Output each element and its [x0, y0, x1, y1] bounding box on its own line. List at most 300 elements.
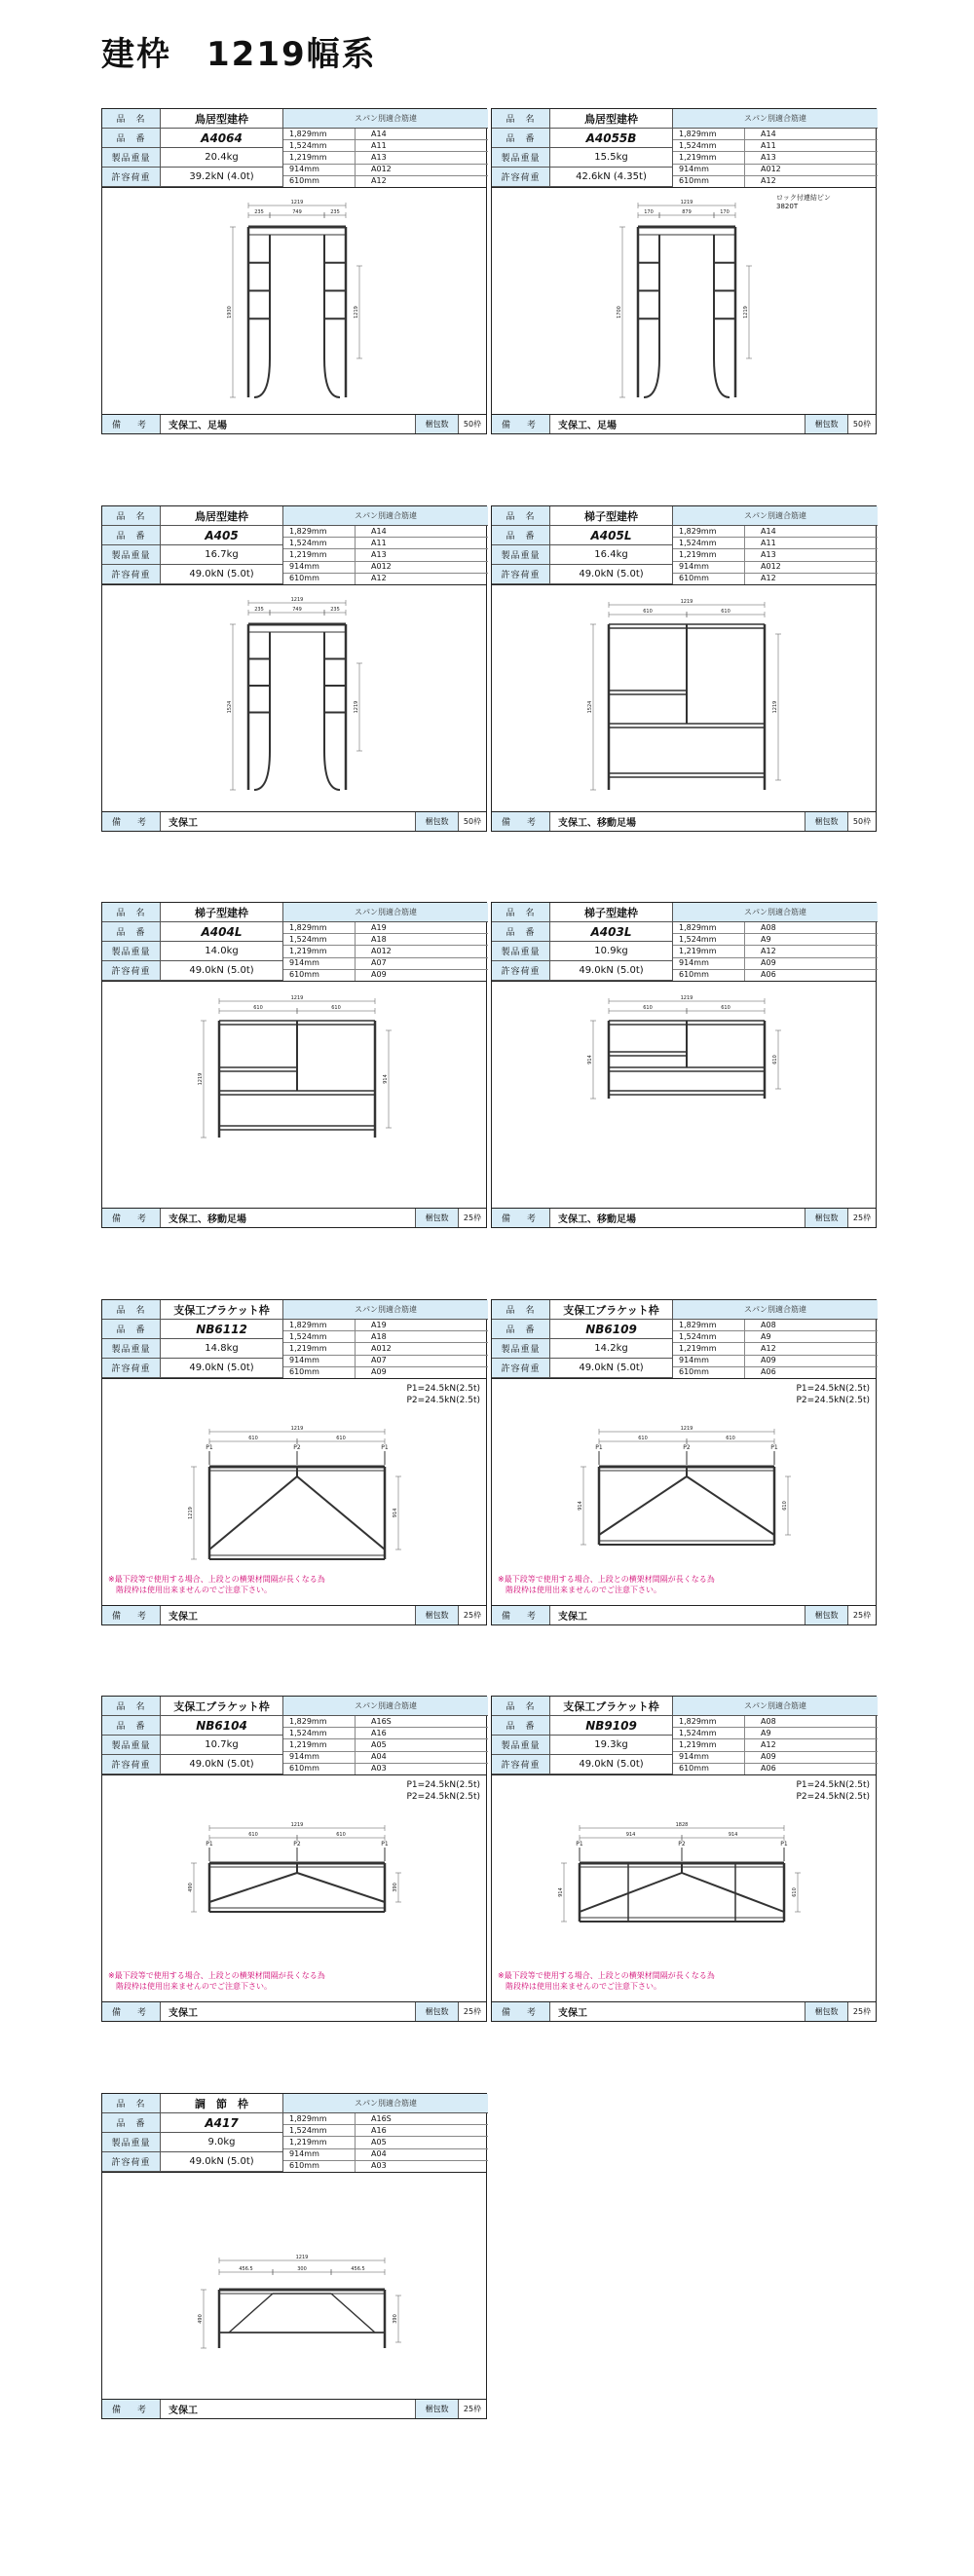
dimension-label: 1219: [290, 200, 304, 205]
brace-code: A012: [371, 1344, 392, 1353]
span-row: [673, 934, 878, 946]
allowable-load: 49.0kN (5.0t): [550, 961, 673, 981]
label-remark: 備 考: [102, 812, 161, 831]
dimension-label: 610: [643, 609, 653, 615]
brace-code: A03: [371, 1764, 387, 1773]
product-code: A405L: [550, 526, 673, 545]
label-remark: 備 考: [492, 2002, 550, 2021]
span-row: [283, 1716, 488, 1728]
brace-code: A012: [761, 562, 781, 572]
load-point-label: P2: [293, 1444, 301, 1451]
label-bundle: 梱包数: [805, 415, 848, 433]
product-card-a417: [101, 2093, 487, 2419]
span-row: [283, 2161, 488, 2172]
label-bundle: 梱包数: [416, 1606, 459, 1624]
allowable-load: 42.6kN (4.35t): [550, 168, 673, 187]
dimension-label: 610: [248, 1832, 258, 1838]
spec-table: [492, 109, 876, 188]
product-weight: 10.7kg: [161, 1736, 283, 1755]
brace-code: A11: [761, 538, 776, 547]
span-header: スパン別適合筋違: [283, 903, 488, 922]
brace-code: A9: [761, 1728, 771, 1737]
product-weight: 16.7kg: [161, 545, 283, 565]
dimension-label: 610: [721, 1005, 730, 1011]
product-card-a405: [101, 505, 487, 832]
span-length: 914mm: [673, 165, 745, 175]
brace-code: A12: [761, 1740, 776, 1749]
span-row: [283, 140, 488, 152]
span-length: 914mm: [283, 562, 356, 573]
dimension-label: 235: [254, 209, 264, 215]
usage: 支保工、足場: [161, 415, 416, 433]
label-weight: 製品重量: [102, 148, 161, 168]
product-name: 支保工ブラケット枠: [161, 1300, 283, 1320]
dimension-label: 1219: [290, 995, 304, 1001]
dimension-label: 456.5: [239, 2266, 253, 2272]
span-length: 914mm: [673, 958, 745, 969]
label-load: 許容荷重: [102, 2152, 161, 2172]
span-table: [283, 1320, 488, 1378]
footer-row: [102, 1606, 486, 1624]
product-code: NB9109: [550, 1716, 673, 1736]
spec-table: [492, 506, 876, 585]
span-header: スパン別適合筋違: [283, 2094, 488, 2113]
product-card-a405l: [491, 505, 877, 832]
bundle-count: 50枠: [852, 817, 872, 826]
span-length: 1,524mm: [673, 538, 745, 548]
dimension-label: 610: [643, 1005, 653, 1011]
dimension-label: 1219: [354, 700, 359, 714]
product-weight: 14.2kg: [550, 1339, 673, 1359]
span-length: 1,219mm: [673, 946, 745, 956]
usage: 支保工: [161, 812, 416, 831]
label-name: 品 名: [492, 506, 550, 526]
warning-line-1: ※最下段等で使用する場合、上段との横架材間隔が長くなる為: [108, 1971, 325, 1980]
dimension-label: 490: [188, 1883, 194, 1892]
label-load: 許容荷重: [492, 1755, 550, 1774]
span-length: 610mm: [283, 970, 356, 981]
span-row: [283, 574, 488, 584]
frame-member: [580, 1873, 682, 1912]
label-code: 品 番: [102, 2113, 161, 2133]
span-row: [283, 1764, 488, 1774]
p1-load: P1=24.5kN(2.5t): [406, 1384, 480, 1394]
spec-table: [102, 2094, 486, 2173]
label-remark: 備 考: [102, 1606, 161, 1624]
label-code: 品 番: [102, 129, 161, 148]
warning-line-1: ※最下段等で使用する場合、上段との横架材間隔が長くなる為: [498, 1971, 715, 1980]
brace-code: A12: [371, 574, 387, 583]
load-spec: [796, 1779, 870, 1803]
brace-code: A09: [761, 958, 776, 968]
footer-row: [492, 2002, 876, 2021]
brace-code: A13: [371, 550, 387, 559]
span-row: [673, 1716, 878, 1728]
product-card-nb9109: [491, 1696, 877, 2022]
span-row: [673, 1331, 878, 1343]
label-name: 品 名: [102, 2094, 161, 2113]
brace-code: A04: [371, 2149, 387, 2159]
span-row: [673, 1320, 878, 1331]
span-header: スパン別適合筋違: [673, 1300, 878, 1320]
warning-note: [498, 1574, 715, 1595]
frame-member: [682, 1873, 784, 1912]
span-row: [283, 2137, 488, 2148]
product-weight: 14.8kg: [161, 1339, 283, 1359]
dimension-label: 610: [792, 1887, 798, 1897]
label-load: 許容荷重: [492, 168, 550, 187]
span-table: [283, 526, 488, 584]
span-row: [283, 152, 488, 164]
span-length: 1,524mm: [283, 140, 356, 151]
footer-row: [492, 1606, 876, 1624]
frame-drawing: [492, 1379, 874, 1606]
load-point-label: P1: [206, 1841, 213, 1848]
dimension-label: 456.5: [351, 2266, 365, 2272]
span-row: [283, 538, 488, 549]
brace-code: A09: [371, 1367, 387, 1377]
span-length: 610mm: [283, 2161, 356, 2172]
dimension-label: 610: [772, 1055, 778, 1064]
dimension-label: 610: [638, 1436, 648, 1441]
footer-row: [102, 812, 486, 831]
span-row: [673, 1739, 878, 1751]
span-row: [673, 152, 878, 164]
span-header: スパン別適合筋違: [283, 506, 488, 526]
label-bundle: 梱包数: [805, 1209, 848, 1227]
frame-member: [209, 1873, 297, 1902]
product-card-nb6112: [101, 1299, 487, 1625]
footer-row: [102, 2400, 486, 2418]
label-code: 品 番: [492, 1320, 550, 1339]
p2-load: P2=24.5kN(2.5t): [406, 1792, 480, 1802]
span-row: [283, 1752, 488, 1764]
frame-arch: [714, 358, 730, 397]
label-remark: 備 考: [102, 415, 161, 433]
dimension-label: 610: [331, 1005, 341, 1011]
span-header: スパン別適合筋違: [283, 1300, 488, 1320]
span-row: [673, 958, 878, 970]
label-weight: 製品重量: [102, 1339, 161, 1359]
span-row: [673, 549, 878, 561]
product-weight: 10.9kg: [550, 942, 673, 961]
warning-line-1: ※最下段等で使用する場合、上段との横架材間隔が長くなる為: [108, 1575, 325, 1584]
span-row: [283, 165, 488, 176]
brace-code: A16S: [371, 1716, 392, 1726]
dimension-label: 610: [253, 1005, 263, 1011]
usage: 支保工: [161, 1606, 416, 1624]
warning-note: [498, 1970, 715, 1992]
load-point-label: P2: [683, 1444, 691, 1451]
dimension-label: 235: [254, 607, 264, 613]
brace-code: A13: [371, 153, 387, 162]
product-name: 支保工ブラケット枠: [550, 1697, 673, 1716]
p1-load: P1=24.5kN(2.5t): [406, 1780, 480, 1790]
span-row: [673, 526, 878, 538]
brace-code: A012: [371, 947, 392, 955]
bundle-count: 25枠: [463, 1213, 482, 1222]
span-length: 1,829mm: [283, 922, 356, 933]
span-row: [283, 1343, 488, 1355]
span-row: [673, 1367, 878, 1378]
span-length: 1,524mm: [673, 140, 745, 151]
label-code: 品 番: [102, 922, 161, 942]
span-length: 1,524mm: [283, 2125, 356, 2136]
span-length: 914mm: [283, 1752, 356, 1763]
span-header: スパン別適合筋違: [673, 903, 878, 922]
dimension-label: 610: [336, 1436, 346, 1441]
warning-note: [108, 1574, 325, 1595]
brace-code: A11: [761, 140, 776, 150]
drawing-area: [492, 585, 876, 812]
load-point-label: P1: [381, 1841, 389, 1848]
label-code: 品 番: [492, 1716, 550, 1736]
dimension-label: 170: [720, 209, 730, 215]
dimension-label: 1219: [198, 1072, 204, 1086]
label-bundle: 梱包数: [416, 1209, 459, 1227]
span-length: 1,219mm: [673, 1343, 745, 1354]
drawing-area: [102, 585, 486, 812]
span-length: 1,524mm: [673, 934, 745, 945]
dimension-label: 1219: [743, 306, 749, 318]
dimension-label: 390: [393, 2314, 398, 2324]
load-point-label: P1: [595, 1444, 603, 1451]
brace-code: A05: [371, 1740, 387, 1749]
span-length: 1,829mm: [673, 922, 745, 933]
brace-code: A16S: [371, 2113, 392, 2123]
span-row: [283, 2113, 488, 2125]
brace-code: A07: [371, 958, 387, 968]
label-load: 許容荷重: [492, 961, 550, 981]
p2-load: P2=24.5kN(2.5t): [406, 1396, 480, 1405]
brace-code: A13: [761, 550, 776, 559]
warning-line-2: 階段枠は使用出来ませんのでご注意下さい。: [108, 1586, 272, 1594]
span-header: スパン別適合筋違: [283, 1697, 488, 1716]
usage: 支保工: [550, 2002, 805, 2021]
dimension-label: 1219: [290, 597, 304, 603]
span-row: [283, 2125, 488, 2137]
footer-row: [492, 1209, 876, 1227]
span-row: [283, 176, 488, 187]
span-length: 1,524mm: [283, 1331, 356, 1342]
span-row: [673, 165, 878, 176]
p2-load: P2=24.5kN(2.5t): [796, 1396, 870, 1405]
span-row: [283, 922, 488, 934]
span-length: 1,829mm: [283, 129, 356, 139]
span-table: [283, 1716, 488, 1774]
span-row: [283, 958, 488, 970]
frame-drawing: [102, 1379, 484, 1606]
frame-drawing: [102, 1775, 484, 2002]
label-code: 品 番: [102, 1716, 161, 1736]
brace-code: A08: [761, 1716, 776, 1726]
spec-table: [102, 506, 486, 585]
product-code: A4055B: [550, 129, 673, 148]
frame-drawing: [492, 188, 874, 415]
dimension-label: 914: [728, 1832, 738, 1838]
spec-table: [102, 1697, 486, 1775]
drawing-area: [492, 1775, 876, 2002]
span-length: 610mm: [673, 176, 745, 187]
span-length: 610mm: [673, 574, 745, 584]
label-name: 品 名: [492, 1300, 550, 1320]
product-code: A403L: [550, 922, 673, 942]
allowable-load: 49.0kN (5.0t): [161, 1755, 283, 1774]
span-row: [283, 1331, 488, 1343]
drawing-area: [492, 1379, 876, 1606]
span-length: 1,524mm: [673, 1331, 745, 1342]
span-length: 1,829mm: [673, 1320, 745, 1330]
load-point-label: P2: [293, 1841, 301, 1848]
span-header: スパン別適合筋違: [673, 506, 878, 526]
product-name: 支保工ブラケット枠: [161, 1697, 283, 1716]
frame-arch: [254, 358, 270, 397]
dimension-label: 1930: [227, 306, 233, 318]
dimension-label: 1219: [680, 1426, 693, 1432]
frame-drawing: [102, 188, 484, 415]
brace-code: A09: [371, 970, 387, 980]
product-weight: 9.0kg: [161, 2133, 283, 2152]
span-row: [283, 1320, 488, 1331]
span-row: [283, 1367, 488, 1378]
span-length: 1,219mm: [283, 2137, 356, 2147]
dimension-label: 1700: [617, 306, 622, 318]
label-name: 品 名: [102, 506, 161, 526]
product-name: 鳥居型建枠: [550, 109, 673, 129]
bundle-count: 25枠: [463, 1611, 482, 1620]
span-length: 1,524mm: [283, 1728, 356, 1738]
warning-note: [108, 1970, 325, 1992]
label-remark: 備 考: [492, 415, 550, 433]
allowable-load: 49.0kN (5.0t): [161, 565, 283, 584]
spec-table: [102, 109, 486, 188]
dimension-label: 1219: [680, 995, 693, 1001]
label-code: 品 番: [492, 922, 550, 942]
load-spec: [796, 1383, 870, 1406]
frame-member: [331, 2294, 375, 2333]
frame-arch: [644, 358, 659, 397]
label-load: 許容荷重: [102, 1359, 161, 1378]
brace-code: A12: [761, 176, 776, 186]
span-row: [283, 1728, 488, 1739]
frame-drawing: [492, 585, 874, 812]
warning-line-1: ※最下段等で使用する場合、上段との横架材間隔が長くなる為: [498, 1575, 715, 1584]
dimension-label: 1219: [772, 700, 778, 714]
label-bundle: 梱包数: [805, 1606, 848, 1624]
brace-code: A09: [761, 1356, 776, 1365]
drawing-area: [492, 982, 876, 1209]
drawing-area: [102, 982, 486, 1209]
dimension-label: 914: [383, 1074, 389, 1084]
span-length: 1,524mm: [673, 1728, 745, 1738]
dimension-label: 610: [782, 1501, 788, 1511]
dimension-label: 610: [248, 1436, 258, 1441]
brace-code: A12: [761, 947, 776, 955]
allowable-load: 49.0kN (5.0t): [161, 961, 283, 981]
load-point-label: P1: [780, 1841, 788, 1848]
usage: 支保工、移動足場: [550, 812, 805, 831]
frame-member: [687, 1476, 774, 1535]
span-row: [283, 970, 488, 981]
span-row: [673, 574, 878, 584]
label-load: 許容荷重: [102, 168, 161, 187]
dimension-label: 170: [644, 209, 654, 215]
label-name: 品 名: [492, 1697, 550, 1716]
warning-line-2: 階段枠は使用出来ませんのでご注意下さい。: [108, 1982, 272, 1991]
label-bundle: 梱包数: [416, 2002, 459, 2021]
dimension-label: 914: [587, 1055, 593, 1064]
label-bundle: 梱包数: [416, 812, 459, 831]
usage: 支保工: [161, 2400, 416, 2418]
brace-code: A14: [761, 129, 776, 138]
span-row: [283, 1739, 488, 1751]
label-name: 品 名: [102, 903, 161, 922]
span-row: [283, 2149, 488, 2161]
span-length: 914mm: [283, 1356, 356, 1366]
span-row: [673, 1752, 878, 1764]
footer-row: [102, 415, 486, 433]
span-length: 1,219mm: [673, 1739, 745, 1750]
frame-drawing: [492, 982, 874, 1209]
product-weight: 16.4kg: [550, 545, 673, 565]
allowable-load: 39.2kN (4.0t): [161, 168, 283, 187]
brace-code: A06: [761, 1367, 776, 1377]
product-card-a4064: [101, 108, 487, 434]
load-spec: [406, 1779, 480, 1803]
footer-row: [102, 1209, 486, 1227]
footer-row: [492, 415, 876, 433]
frame-member: [297, 1476, 385, 1549]
product-card-nb6109: [491, 1299, 877, 1625]
frame-member: [297, 1873, 385, 1902]
brace-code: A9: [761, 934, 771, 944]
span-row: [283, 562, 488, 574]
span-length: 1,219mm: [283, 1343, 356, 1354]
brace-code: A13: [761, 153, 776, 162]
warning-line-2: 階段枠は使用出来ませんのでご注意下さい。: [498, 1586, 661, 1594]
span-length: 610mm: [283, 176, 356, 187]
brace-code: A11: [371, 538, 387, 547]
span-length: 1,219mm: [283, 549, 356, 560]
span-length: 1,829mm: [283, 526, 356, 537]
brace-code: A012: [371, 562, 392, 572]
label-weight: 製品重量: [102, 2133, 161, 2152]
dimension-label: 235: [330, 607, 340, 613]
brace-code: A19: [371, 922, 387, 932]
brace-code: A08: [761, 1320, 776, 1329]
brace-code: A19: [371, 1320, 387, 1329]
warning-line-2: 階段枠は使用出来ませんのでご注意下さい。: [498, 1982, 661, 1991]
dimension-label: 1524: [227, 700, 233, 714]
dimension-label: 1219: [354, 306, 359, 318]
brace-code: A012: [371, 165, 392, 174]
load-point-label: P1: [206, 1444, 213, 1451]
label-name: 品 名: [102, 1697, 161, 1716]
label-weight: 製品重量: [102, 942, 161, 961]
brace-code: A06: [761, 970, 776, 980]
span-row: [283, 129, 488, 140]
spec-table: [492, 1300, 876, 1379]
brace-code: A12: [761, 1344, 776, 1353]
span-length: 610mm: [673, 1764, 745, 1774]
label-bundle: 梱包数: [805, 2002, 848, 2021]
span-table: [673, 922, 878, 981]
label-weight: 製品重量: [492, 545, 550, 565]
span-length: 1,219mm: [283, 152, 356, 163]
span-length: 1,524mm: [283, 934, 356, 945]
allowable-load: 49.0kN (5.0t): [550, 1359, 673, 1378]
product-card-a404l: [101, 902, 487, 1228]
